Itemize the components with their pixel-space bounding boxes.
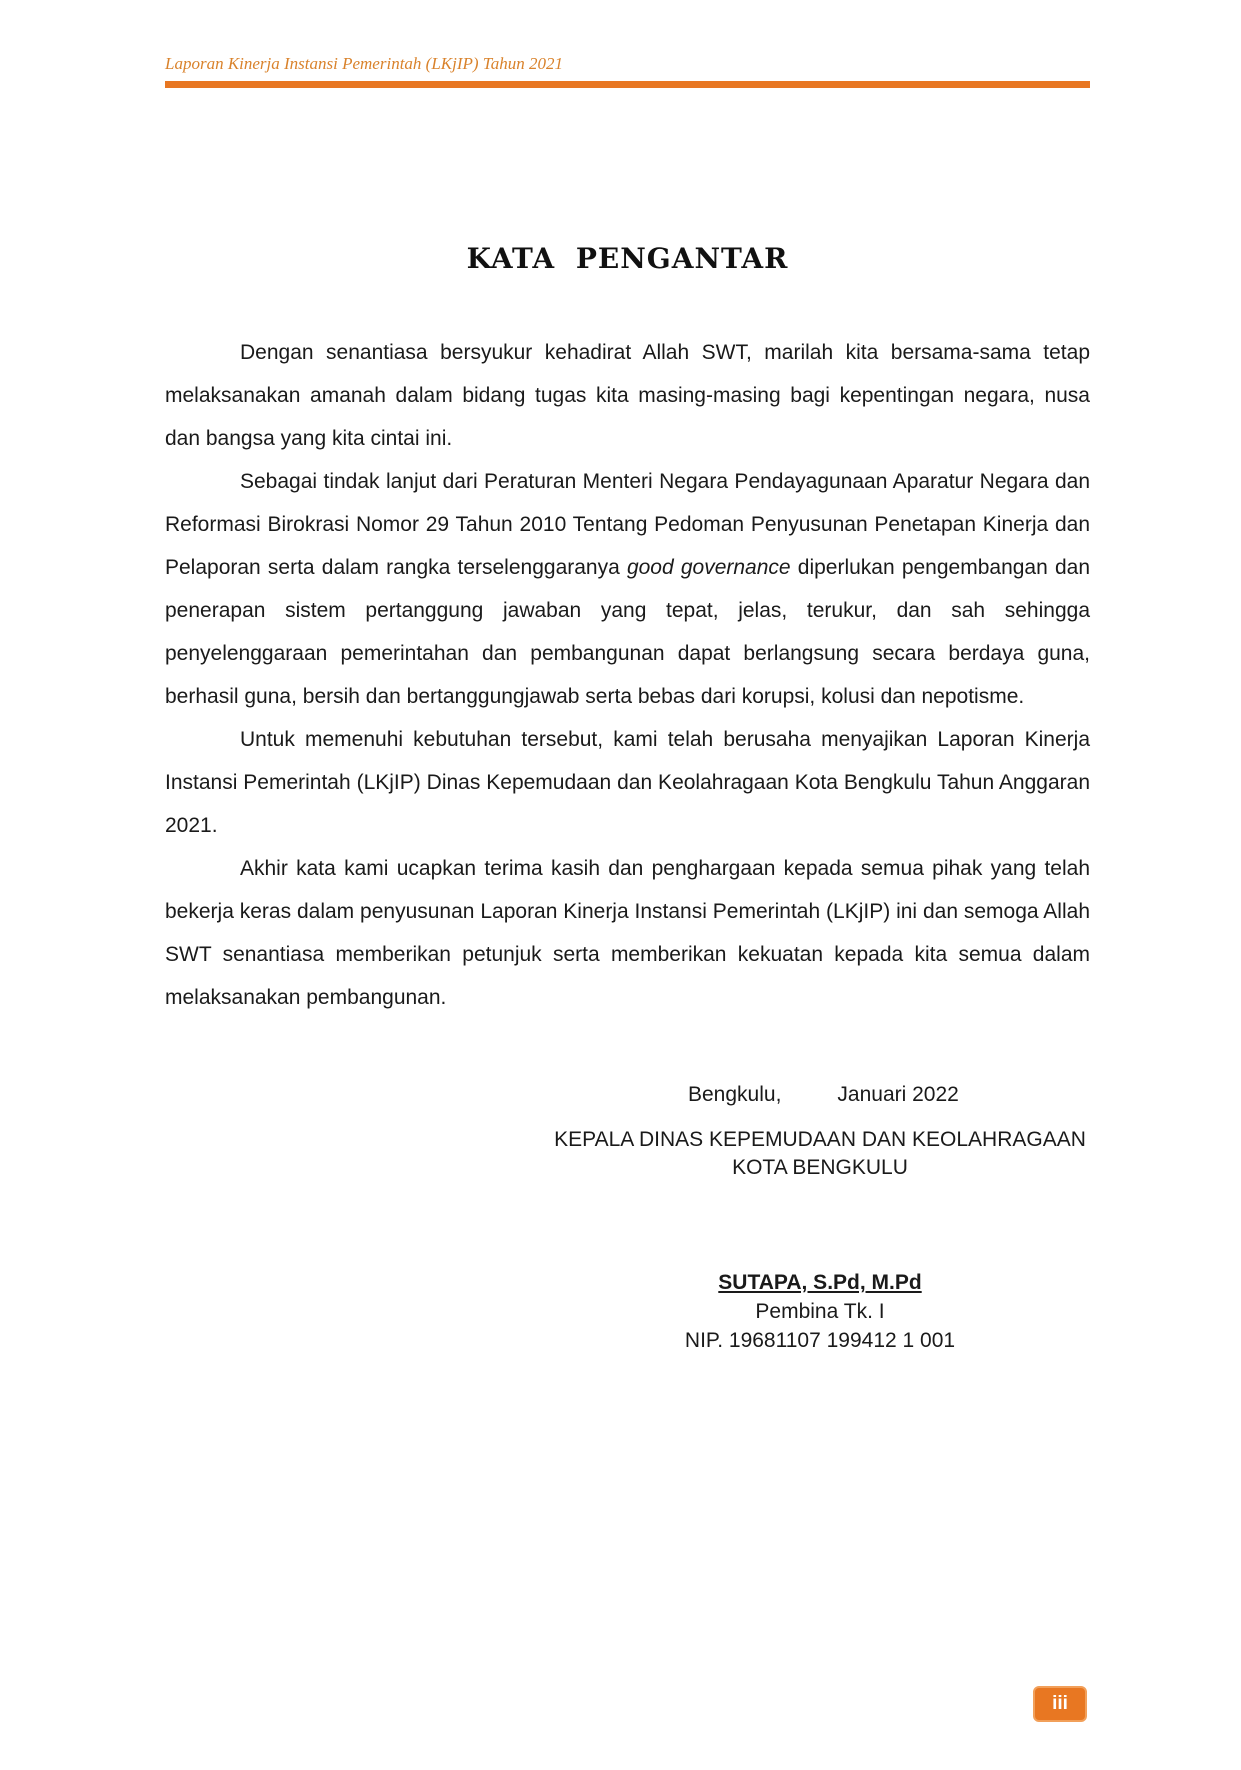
signatory-rank: Pembina Tk. I [755, 1300, 885, 1323]
header-rule [165, 81, 1090, 88]
signatory-nip: NIP. 19681107 199412 1 001 [684, 1329, 956, 1352]
signatory-name: SUTAPA, S.Pd, M.Pd [718, 1271, 922, 1294]
page-number-badge: iii [1033, 1686, 1087, 1722]
place-date-line [688, 1083, 959, 1107]
paragraph-2-part-2: diperlukan pengembangan dan penerapan sistem pertanggung jawaban yang tepat, jelas, terukur, dan sah sehingga penyelenggaraan pemerintahan dan pembangunan dapat berlangsung secara berdaya guna, berhasil guna, bersih dan bertanggungjawab serta bebas dari korupsi, kolusi dan nepotisme. [165, 556, 1090, 708]
paragraph-1: Dengan senantiasa bersyukur kehadirat Allah SWT, marilah kita bersama-sama tetap melaksanakan amanah dalam bidang tugas kita masing-masing bagi kepentingan negara, nusa dan bangsa yang kita cintai ini. [165, 341, 1090, 450]
page-title: KATA PENGANTAR [466, 242, 789, 275]
running-header: Laporan Kinerja Instansi Pemerintah (LKjIP) Tahun 2021 [165, 54, 563, 73]
paragraph-2-italic-term: good governance [626, 556, 791, 579]
office-line-1: KEPALA DINAS KEPEMUDAAN DAN KEOLAHRAGAAN [554, 1128, 1086, 1151]
paragraph-2-part-1: Sebagai tindak lanjut dari Peraturan Menteri Negara Pendayagunaan Aparatur Negara dan Reformasi Birokrasi Nomor 29 Tahun 2010 Tentang Pedoman Penyusunan Penetapan Kinerja dan Pelaporan serta dalam rangka terselenggaranya [165, 470, 1090, 579]
paragraph-3: Untuk memenuhi kebutuhan tersebut, kami telah berusaha menyajikan Laporan Kinerja Instansi Pemerintah (LKjIP) Dinas Kepemudaan dan Keolahragaan Kota Bengkulu Tahun Anggaran 2021. [165, 728, 1090, 837]
signature-date: Januari 2022 [837, 1083, 959, 1106]
signatory-details [540, 1268, 1100, 1355]
signature-place: Bengkulu, [688, 1083, 782, 1106]
signatory-office [540, 1126, 1100, 1182]
paragraph-2 [165, 460, 1090, 718]
body-text [165, 331, 1090, 1019]
office-line-2: KOTA BENGKULU [732, 1156, 908, 1179]
paragraph-4: Akhir kata kami ucapkan terima kasih dan penghargaan kepada semua pihak yang telah bekerja keras dalam penyusunan Laporan Kinerja Instansi Pemerintah (LKjIP) ini dan semoga Allah SWT senantiasa memberikan petunjuk serta memberikan kekuatan kepada kita semua dalam melaksanakan pembangunan. [165, 857, 1090, 1009]
